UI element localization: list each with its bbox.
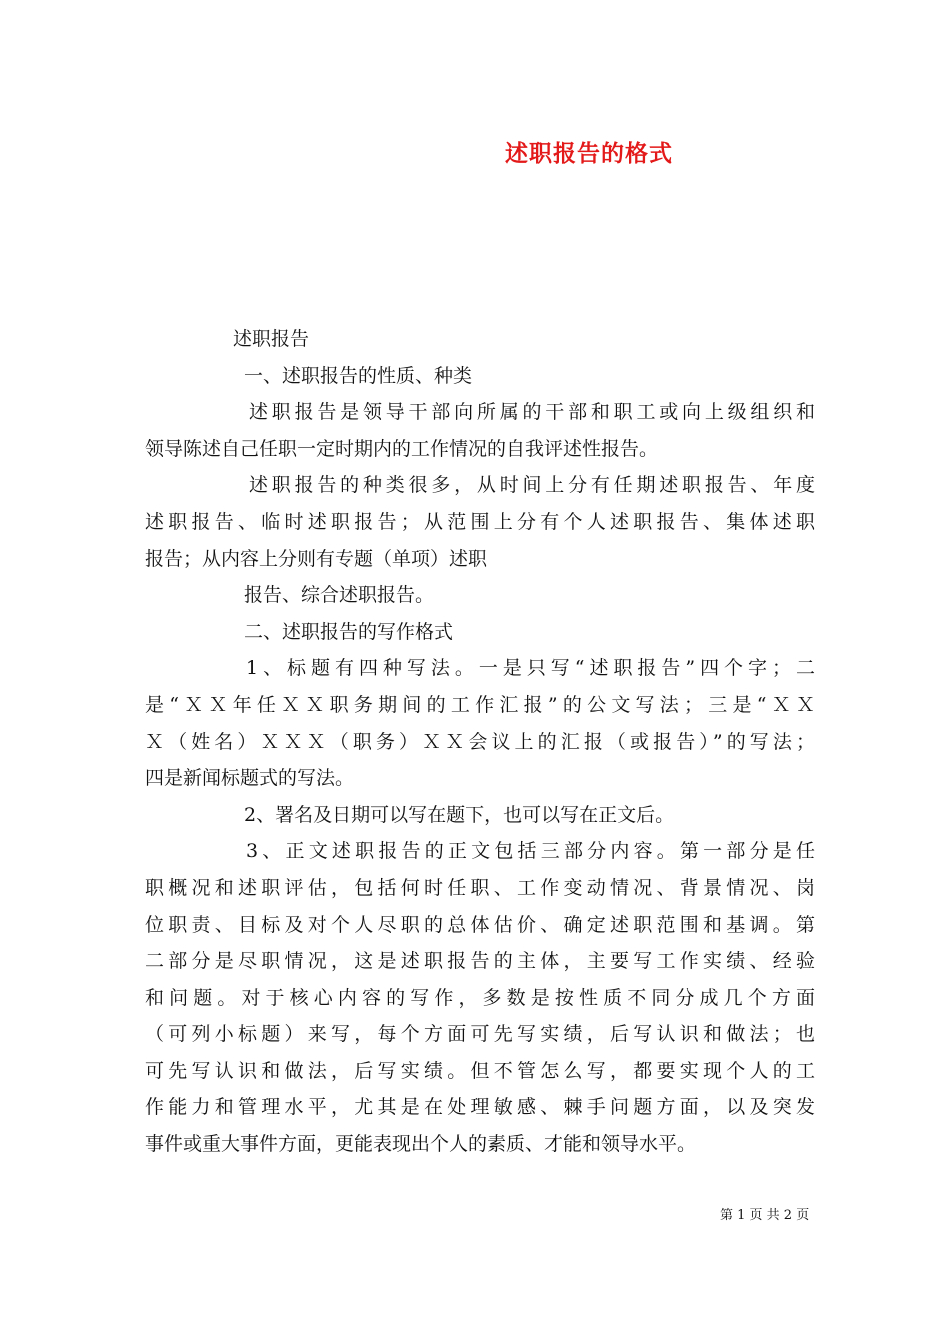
- page-number-footer: 第 1 页 共 2 页: [720, 1208, 810, 1223]
- paragraph-line: 述职报告的种类很多，从时间上分有任期述职报告、年度: [249, 474, 815, 497]
- paragraph-line: 位职责、目标及对个人尽职的总体估价、确定述职范围和基调。第: [145, 913, 815, 936]
- paragraph-line: 可先写认识和做法，后写实绩。但不管怎么写，都要实现个人的工: [145, 1059, 815, 1082]
- paragraph-line: 报告、综合述职报告。: [244, 584, 435, 607]
- paragraph-line: 作能力和管理水平，尤其是在处理敏感、棘手问题方面，以及突发: [145, 1096, 815, 1119]
- paragraph-line: 报告；从内容上分则有专题（单项）述职: [145, 547, 488, 570]
- paragraph-line: Ｘ（姓名）ＸＸＸ（职务）ＸＸ会议上的汇报（或报告）”的写法；: [145, 730, 815, 753]
- document-title: 述职报告的格式: [505, 140, 673, 167]
- paragraph-line: 领导陈述自己任职一定时期内的工作情况的自我评述性报告。: [145, 437, 659, 460]
- paragraph-line: （可列小标题）来写，每个方面可先写实绩，后写认识和做法；也: [145, 1023, 815, 1046]
- section-heading-main: 述职报告: [233, 328, 310, 350]
- paragraph-line: 事件或重大事件方面，更能表现出个人的素质、才能和领导水平。: [145, 1133, 697, 1156]
- paragraph-line: 述职报告、临时述职报告；从范围上分有个人述职报告、集体述职: [145, 510, 815, 533]
- section-heading-2: 二、述职报告的写作格式: [244, 620, 454, 643]
- paragraph-line: 1、标题有四种写法。一是只写“述职报告”四个字；二: [246, 657, 815, 680]
- paragraph-line: 述职报告是领导干部向所属的干部和职工或向上级组织和: [249, 401, 815, 424]
- paragraph-line: 二部分是尽职情况，这是述职报告的主体，主要写工作实绩、经验: [145, 950, 815, 973]
- paragraph-line: 2、署名及日期可以写在题下，也可以写在正文后。: [244, 803, 675, 826]
- paragraph-line: 是“ＸＸ年任ＸＸ职务期间的工作汇报”的公文写法；三是“ＸＸ: [145, 693, 815, 716]
- paragraph-line: 四是新闻标题式的写法。: [145, 767, 355, 790]
- paragraph-line: 3、正文述职报告的正文包括三部分内容。第一部分是任: [246, 840, 815, 863]
- paragraph-line: 职概况和述职评估，包括何时任职、工作变动情况、背景情况、岗: [145, 876, 815, 899]
- document-body: [145, 321, 815, 1163]
- section-heading-1: 一、述职报告的性质、种类: [244, 364, 473, 387]
- paragraph-line: 和问题。对于核心内容的写作，多数是按性质不同分成几个方面: [145, 986, 815, 1009]
